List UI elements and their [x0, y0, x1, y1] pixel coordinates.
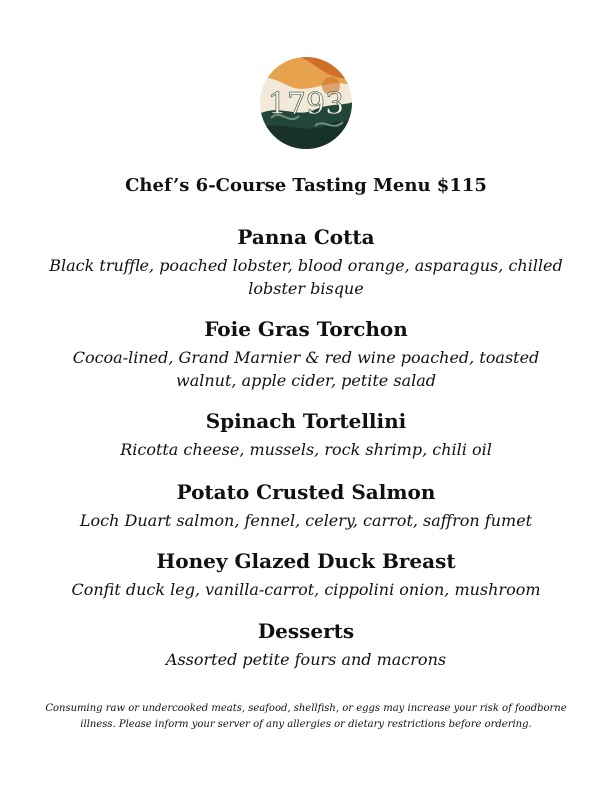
logo-text: 1793	[267, 87, 345, 122]
course-description: Black truffle, poached lobster, blood orange, asparagus, chilled lobster bisque	[49, 256, 563, 298]
course-name: Spinach Tortellini	[205, 409, 407, 433]
course-description: Assorted petite fours and macrons	[165, 650, 447, 669]
course-name: Panna Cotta	[237, 225, 375, 249]
menu-title: Chef’s 6-Course Tasting Menu $115	[125, 175, 487, 196]
course-item	[40, 618, 572, 671]
course-name: Potato Crusted Salmon	[176, 480, 436, 504]
course-name: Foie Gras Torchon	[204, 317, 408, 341]
course-item	[40, 548, 572, 601]
food-safety-disclaimer: Consuming raw or undercooked meats, seafood, shellfish, or eggs may increase your risk of foodborne illness. Please inform your server of any allergies or dietary restrictions before ordering.	[45, 703, 567, 730]
course-description: Cocoa-lined, Grand Marnier & red wine poached, toasted walnut, apple cider, petite salad	[72, 348, 540, 390]
course-description: Loch Duart salmon, fennel, celery, carrot, saffron fumet	[79, 511, 533, 530]
restaurant-logo	[259, 56, 353, 150]
logo-icon	[259, 56, 353, 150]
course-item	[40, 316, 572, 392]
course-description: Ricotta cheese, mussels, rock shrimp, chili oil	[120, 440, 492, 459]
course-name: Honey Glazed Duck Breast	[156, 549, 456, 573]
course-item	[40, 479, 572, 532]
course-item	[40, 224, 572, 300]
course-description: Confit duck leg, vanilla-carrot, cippolini onion, mushroom	[71, 580, 541, 599]
course-name: Desserts	[257, 619, 355, 643]
course-item	[40, 408, 572, 461]
